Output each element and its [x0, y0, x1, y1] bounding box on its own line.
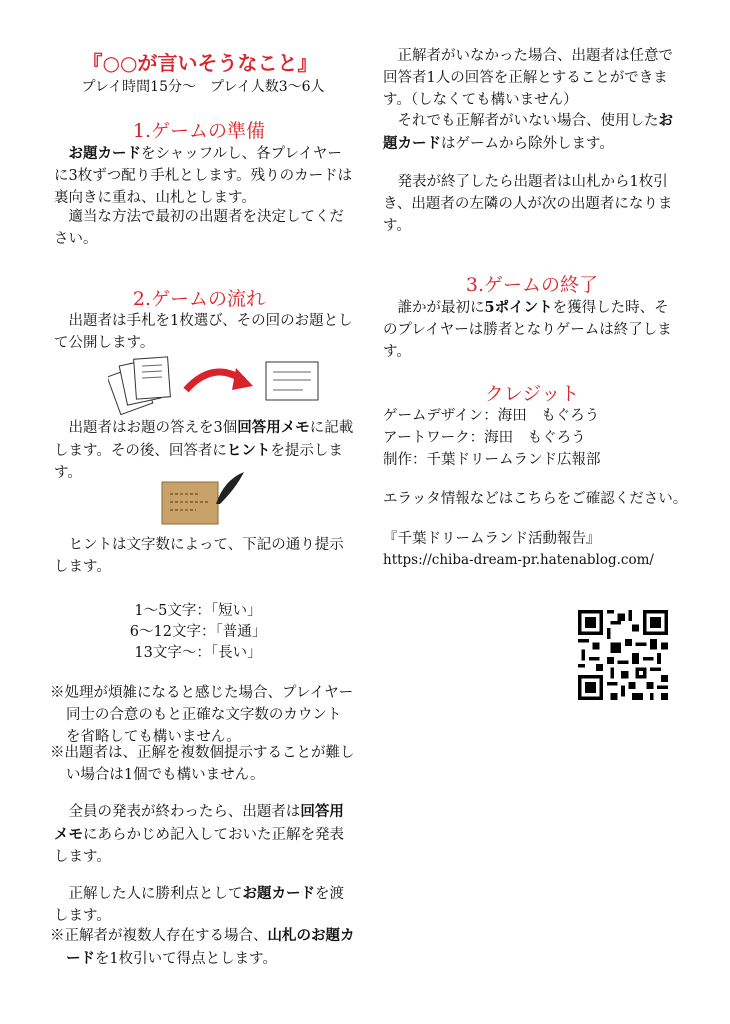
note-multiple-winners: ※正解者が複数人存在する場合、山札のお題カードを1枚引いて得点とします。 — [50, 927, 355, 967]
cards-illustration — [108, 350, 328, 415]
card-icon — [266, 362, 318, 400]
credit-artwork: アートワーク：海田 もぐろう — [383, 430, 586, 446]
prep-paragraph-2: 適当な方法で最初の出題者を決定してください。 — [54, 209, 344, 247]
hint-long: 13文字〜：「長い」 — [134, 645, 262, 661]
flow-paragraph-5: 正解した人に勝利点としてお題カードを渡します。 — [54, 885, 344, 924]
blog-url-link[interactable]: https://chiba-dream-pr.hatenablog.com/ — [383, 552, 654, 568]
memo-icon — [162, 482, 218, 524]
flow-paragraph-3: ヒントは文字数によって、下記の通り提示します。 — [54, 537, 344, 575]
credit-game-design: ゲームデザイン：海田 もぐろう — [383, 408, 600, 424]
flow-heading: 2.ゲームの流れ — [132, 288, 266, 310]
end-heading: 3.ゲームの終了 — [465, 274, 599, 296]
game-subtitle: プレイ時間15分〜 プレイ人数3〜6人 — [81, 79, 325, 95]
hint-short: 1〜5文字：「短い」 — [134, 603, 262, 619]
card-stack-icon — [108, 357, 170, 415]
prep-paragraph-1: お題カードをシャッフルし、各プレイヤーに3枚ずつ配り手札とします。残りのカードは裏向きに重ね、山札とします。 — [54, 145, 353, 206]
end-paragraph: 誰かが最初に5ポイントを獲得した時、そのプレイヤーは勝者となりゲームは終了します。 — [383, 299, 672, 360]
credit-production: 制作：千葉ドリームランド広報部 — [383, 452, 601, 468]
right-paragraph-2: それでも正解者がいない場合、使用したお題カードはゲームから除外します。 — [383, 112, 673, 152]
flow-paragraph-2: 出題者はお題の答えを3個回答用メモに記載します。その後、回答者にヒントを提示します。 — [54, 419, 354, 481]
note-multiple-answers: ※出題者は、正解を複数個提示することが難しい場合は1個でも構いません。 — [50, 745, 355, 783]
qr-code-icon[interactable] — [578, 610, 668, 700]
credit-heading: クレジット — [484, 383, 580, 405]
quill-icon — [216, 472, 244, 504]
game-title: 『○○が言いそうなこと』 — [82, 51, 318, 75]
right-paragraph-3: 発表が終了したら出題者は山札から1枚引き、出題者の左隣の人が次の出題者になります。 — [383, 174, 673, 234]
memo-illustration — [158, 470, 248, 530]
prep-heading: 1.ゲームの準備 — [132, 120, 266, 142]
note-char-count: ※処理が煩雑になると感じた場合、プレイヤー同士の合意のもと正確な文字数のカウントを省略しても構いません。 — [50, 685, 354, 745]
blog-name: 『千葉ドリームランド活動報告』 — [383, 531, 601, 547]
flow-paragraph-4: 全員の発表が終わったら、出題者は回答用メモにあらかじめ記入しておいた正解を発表します。 — [54, 803, 344, 865]
errata-note: エラッタ情報などはこちらをご確認ください。 — [383, 491, 688, 507]
right-paragraph-1: 正解者がいなかった場合、出題者は任意で回答者1人の回答を正解とすることができます。（しなくても構いません） — [383, 48, 673, 108]
flow-paragraph-1: 出題者は手札を1枚選び、その回のお題として公開します。 — [54, 313, 353, 351]
hint-normal: 6〜12文字：「普通」 — [129, 624, 267, 640]
